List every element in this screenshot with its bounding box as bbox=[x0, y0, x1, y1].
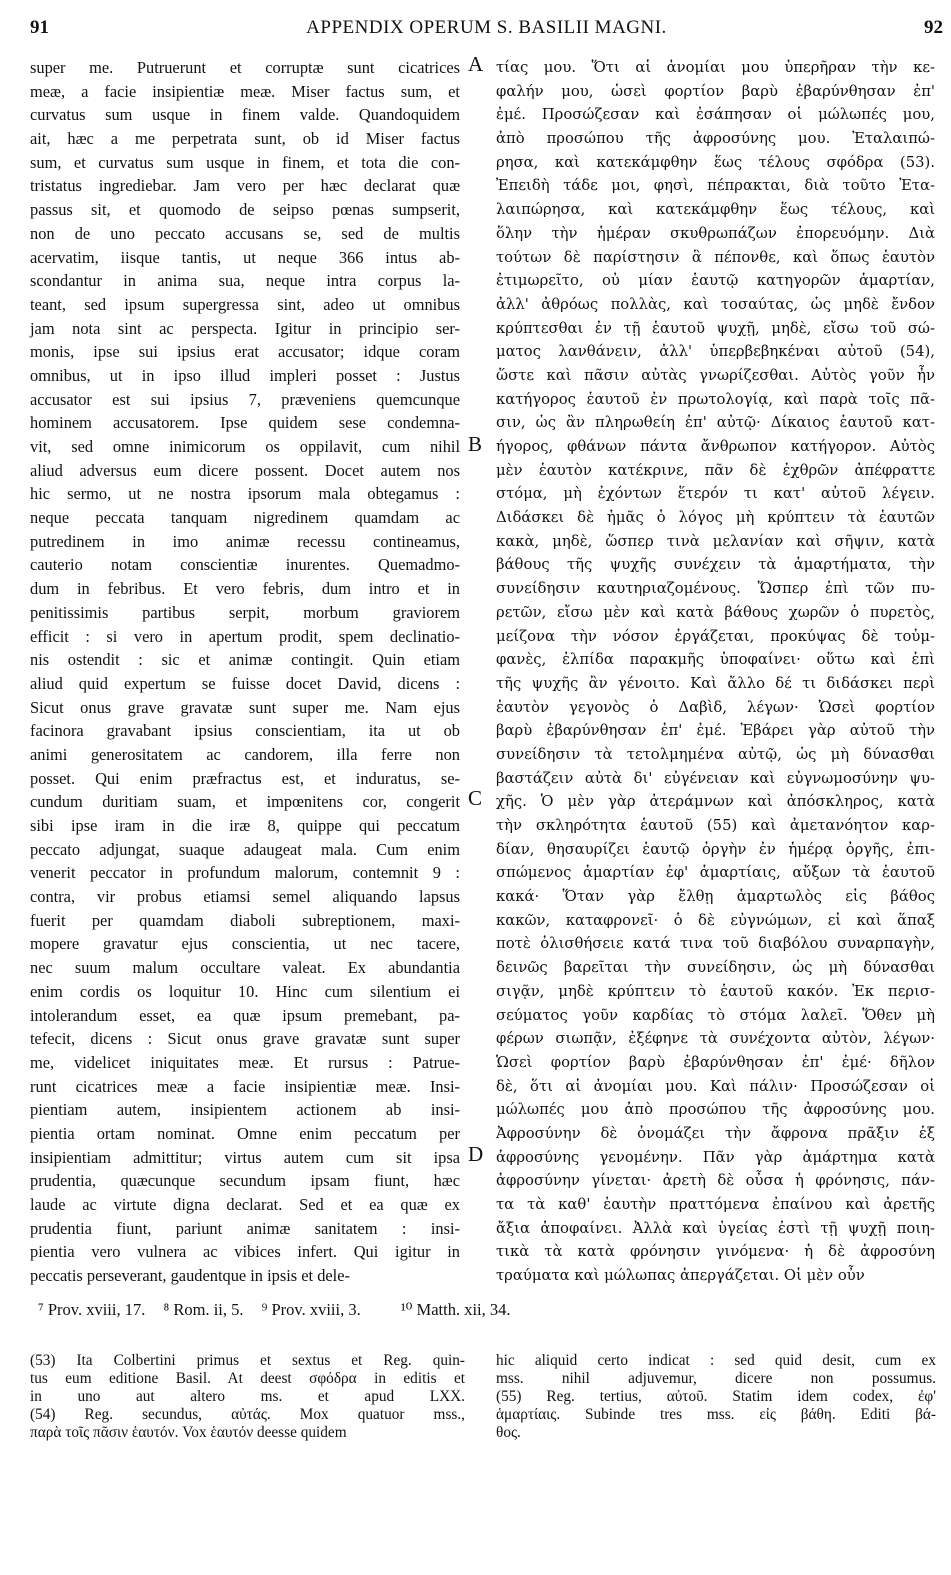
latin-text-line: intolerandum esset, ea quæ ipsum premebant, pa- bbox=[30, 1005, 460, 1025]
greek-text-line: ἐτιμωρεῖτο, οὐ μίαν ἑαυτῷ κατηγορῶν ἁμαρτίαν, bbox=[496, 272, 935, 290]
greek-text-line: μείζονα τὴν νόσον ἐργάζεται, προκύψας δὲ τοὐμ- bbox=[496, 627, 935, 645]
latin-text-line: runt cicatrices meæ a facie insipientiæ meæ. Insi- bbox=[30, 1076, 460, 1096]
latin-text-line: pientia vero vulnera ac vibices infert. Qui igitur in bbox=[30, 1242, 460, 1262]
greek-text-line: τῆς ψυχῆς ἂν γένοιτο. Καὶ ἄλλο δέ τι διδάσκει περὶ bbox=[496, 674, 935, 692]
footnote-8: ⁸ Rom. ii, 5. bbox=[163, 1300, 244, 1319]
greek-text-line: σιγᾷν, μηδὲ κρύπτειν τὸ ἑαυτοῦ κακόν. Ἐκ περισ- bbox=[496, 982, 935, 1000]
latin-text-line: venerit peccator in profundum malorum, contemnit 9 : bbox=[30, 863, 460, 883]
greek-text-line: ρετῶν, εἴσω μὲν καὶ κατὰ βάθους χωρῶν ὁ πυρετὸς, bbox=[496, 603, 935, 621]
editorial-notes-right bbox=[496, 1352, 936, 1442]
note-line: θος. bbox=[496, 1424, 521, 1441]
latin-text-line: putredinem in imo animæ recessu contineamus, bbox=[30, 531, 460, 551]
page-number-right: 92 bbox=[924, 17, 943, 38]
section-marker-a: A bbox=[468, 52, 484, 76]
note-line: mss. nihil adjuvemur, dicere non possumus. bbox=[496, 1370, 936, 1387]
latin-text-line: aliud adversus eum dicere possent. Docet autem nos bbox=[30, 460, 460, 480]
greek-text-line: τίας μου. Ὅτι αἱ ἀνομίαι μου ὑπερῆραν τὴν κε- bbox=[496, 59, 935, 76]
latin-text-line: aliud quid expertum se fuisse docet David, dicens : bbox=[30, 673, 460, 693]
greek-text-line: ποτὲ ὀλισθήσειε κατά τινα τοῦ διαβόλου συναρπαγὴν, bbox=[496, 935, 935, 953]
greek-text-line: ἀφροσύνην γίνεται· ἀρετὴ δὲ οὖσα ἡ φρόνησις, πάν- bbox=[496, 1172, 935, 1190]
greek-text-line: βαστάζειν αὐτὰ δι' εὐγένειαν καὶ εὐγνωμοσύνην ψυ- bbox=[496, 769, 935, 787]
latin-text-line: mopere gravatur ejus conscientia, ut nec tacere, bbox=[30, 934, 460, 954]
latin-text-line: efficit : si vero in apertum prodit, spem declinatio- bbox=[30, 626, 460, 646]
note-line: (54) Reg. secundus, αὐτάς. Mox quatuor mss., bbox=[30, 1406, 465, 1423]
running-header bbox=[30, 17, 943, 43]
greek-text-line: ἐμέ. Προσώζεσαν καὶ ἐσάπησαν οἱ μώλωπές μου, bbox=[496, 106, 935, 124]
page-number-left: 91 bbox=[30, 17, 49, 38]
latin-text-line: ait, hæc a me perpetrata sunt, ob id Miser factus bbox=[30, 129, 460, 149]
latin-text-line: hominem accusatorem. Ipse quidem sese condemna- bbox=[30, 413, 460, 433]
greek-text-line: τα τὰ καθ' ἑαυτὴν πραττόμενα ἐπαίνου καὶ ἀρετῆς bbox=[496, 1196, 935, 1213]
greek-text-line: κατήγορος ἑαυτοῦ ἐν πρωτολογίᾳ, καὶ παρὰ τοῖς πᾶ- bbox=[496, 390, 935, 408]
greek-text-line: δίαν, θησαυρίζει ἑαυτῷ ὀργὴν ἐν ἡμέρᾳ ὀργῆς, ἐπι- bbox=[496, 840, 935, 858]
greek-text-line: μὲν ἑαυτὸν κατέκρινε, πᾶν δὲ ἐχθρῶν ἀπέφραττε bbox=[496, 461, 935, 479]
greek-text-line: κακῶν, καταφρονεῖ· ὁ δὲ εὐγνώμων, εἰ καὶ ἅπαξ bbox=[496, 911, 935, 929]
greek-text-line: ἑαυτὸν γεγονὸς ὁ Δαβὶδ, λέγων· Ὡσεὶ φορτίον bbox=[496, 698, 935, 716]
footnote-9: ⁹ Prov. xviii, 3. bbox=[261, 1300, 361, 1319]
greek-text-line: ἄξια ἀποφαίνει. Ἀλλὰ καὶ ὑγείας ἐστὶ τῇ ψυχῇ ποιη- bbox=[496, 1219, 935, 1237]
latin-text-line: dum in febribus. Et vero febris, dum intro et in bbox=[30, 579, 460, 599]
running-title: APPENDIX OPERUM S. BASILII MAGNI. bbox=[306, 17, 667, 38]
latin-text-line: sum, et curvatus sum usque in finem, et tota die con- bbox=[30, 152, 460, 172]
latin-text-line: non de uno peccato accusans se, sed de multis bbox=[30, 223, 460, 243]
latin-text-line: tefecit, dicens : Sicut onus grave gravatæ sunt super bbox=[30, 1029, 460, 1049]
greek-text-line: κακά· Ὅταν γὰρ ἔλθῃ ἁμαρτωλὸς εἰς βάθος bbox=[496, 888, 935, 906]
latin-column bbox=[30, 56, 460, 1288]
greek-text-line: στόμα, μὴ ἐχόντων ἕτερόν τι κατ' αὐτοῦ λέγειν. bbox=[496, 485, 935, 503]
greek-text-line: μώλωπές μου ἀπὸ προσώπου τῆς ἀφροσύνης μου. bbox=[496, 1101, 935, 1119]
latin-text-line: nis ostendit : sic et animæ contingit. Quin etiam bbox=[30, 650, 460, 670]
section-marker-b: B bbox=[468, 432, 483, 456]
latin-text-line: posset. Qui enim præfractus est, et induratus, se- bbox=[30, 768, 460, 788]
latin-text-line: me, videlicet iniquitates meæ. Et rursus : Patrue- bbox=[30, 1052, 460, 1072]
latin-text-line: omnibus, ut in ipso illud impleri posset : Justus bbox=[30, 365, 460, 385]
greek-text-line: συνείδησιν τὰ τετολμημένα αὐτῷ, ὡς μὴ δύνασθαι bbox=[496, 745, 935, 763]
latin-text-line: fuerit per quamdam diaboli subreptionem, maxi- bbox=[30, 910, 460, 930]
latin-text-line: sibi ipse iram in die iræ 8, quippe qui peccatum bbox=[30, 816, 460, 835]
footnote-7: ⁷ Prov. xviii, 17. bbox=[38, 1300, 146, 1319]
latin-text-line: penitissimis partibus serpit, morbum graviorem bbox=[30, 602, 460, 622]
latin-text-line: facinora gravabant ipsius conscientiam, ita ut ob bbox=[30, 721, 460, 741]
greek-text-line: ματος λανθάνειν, ἀλλ' ὑπερβεβηκέναι αὐτοῦ (54), bbox=[496, 343, 935, 361]
greek-text-line: φανὲς, ἐλπίδα παρακμῆς ὑποφαίνει· οὕτω καὶ ἐπὶ bbox=[496, 651, 935, 669]
latin-text-line: vit, sed omne inimicorum os oppilavit, cum nihil bbox=[30, 437, 460, 456]
latin-text-line: jam nota sint ac perspecta. Igitur in principio ser- bbox=[30, 318, 460, 338]
note-line: in uno aut altero ms. et apud LXX. bbox=[30, 1388, 465, 1405]
greek-text-line: σεύματος γοῦν καρδίας τὸ στόμα λαλεῖ. Ὅθεν μὴ bbox=[496, 1006, 935, 1024]
latin-text-line: peccato adjungat, suaque adaugeat mala. Cum enim bbox=[30, 839, 460, 859]
greek-text-line: σιν, ὡς ἂν πληρωθείη ἐπ' αὐτῷ· Δίκαιος ἑαυτοῦ κατ- bbox=[496, 414, 935, 432]
greek-text-line: συνείδησιν καυτηριαζομένους. Ὥσπερ ἐπὶ τῶν πυ- bbox=[496, 580, 935, 598]
latin-text-line: tristatus ingrediebar. Jam vero per hæc declarat quæ bbox=[30, 176, 460, 196]
latin-text-line: accusator est sui ipsius 7, præveniens quemcunque bbox=[30, 389, 460, 409]
greek-text-line: Ἐπειδὴ τάδε μοι, φησὶ, πέπρακται, διὰ τοῦτο Ἐτα- bbox=[496, 177, 935, 195]
latin-text-line: monis, ipse sui ipsius erat accusator; idque coram bbox=[30, 342, 460, 362]
latin-text-line: contra, vir probus etiamsi semel aliquando lapsus bbox=[30, 887, 460, 907]
greek-text-line: Ἀφροσύνην δὲ ὀνομάζει τὴν ἄφρονα πρᾶξιν ἐξ bbox=[496, 1124, 935, 1142]
greek-text-line: Διδάσκει δὲ ἡμᾶς ὁ λόγος μὴ κρύπτειν τὰ ἑαυτῶν bbox=[496, 509, 935, 527]
greek-text-line: βάθους τῆς ψυχῆς συνέχειν τὰ ἁμαρτήματα, τὴν bbox=[496, 556, 935, 574]
latin-text-line: animi generositatem ac candorem, illa ferre non bbox=[30, 744, 460, 764]
latin-text-line: super me. Putruerunt et corruptæ sunt cicatrices bbox=[30, 58, 460, 77]
note-line: παρὰ τοῖς πᾶσιν ἑαυτόν. Vox ἑαυτόν deesse quidem bbox=[30, 1424, 347, 1441]
latin-text-line: cundum duritiam suam, et impœnitens cor, congerit bbox=[30, 792, 460, 812]
latin-text-line: hic sermo, ut ne nostra ipsorum mala obtegamus : bbox=[30, 484, 460, 504]
greek-text-line: Ὡσεὶ φορτίον βαρὺ ἐβαρύνθησαν ἐπ' ἐμέ· δῆλον bbox=[496, 1053, 935, 1071]
latin-text-line: Sicut onus grave gravatæ sunt super me. Nam ejus bbox=[30, 697, 460, 717]
latin-text-line: enim cordis os loquitur 10. Hinc cum silentium ei bbox=[30, 981, 460, 1001]
greek-text-line: ρησα, καὶ κατεκάμφθην ἕως τέλους σφόδρα (53). bbox=[496, 153, 935, 171]
greek-text-line: τὴν σκληρότητα ἑαυτοῦ (55) καὶ ἀμετανόητον καρ- bbox=[496, 817, 935, 834]
greek-text-line: τραύματα καὶ μώλωπας ἀπεργάζεται. Οἱ μὲν οὖν bbox=[496, 1267, 865, 1285]
latin-text-line: meæ, a facie insipientiæ meæ. Miser factus sum, et bbox=[30, 81, 460, 101]
greek-column bbox=[496, 56, 935, 1288]
section-marker-d: D bbox=[468, 1142, 484, 1166]
greek-text-line: δὲ, ὅτι αἱ ἀνομίαι μου. Καὶ πάλιν· Προσώζεσαν οἱ bbox=[496, 1077, 935, 1095]
note-line: ἁμαρτίαις. Subinde tres mss. εἰς βάθη. Editi βά- bbox=[496, 1406, 936, 1423]
latin-text-line: insipientiam admittitur; virtus autem cum sit ipsa bbox=[30, 1147, 460, 1167]
latin-text-line: nec suum malum occultare valeat. Ex abundantia bbox=[30, 958, 460, 978]
greek-text-line: λαιπώρησα, καὶ κατεκάμφθην ἕως τέλους, καὶ bbox=[496, 201, 935, 219]
note-line: (55) Reg. tertius, αὐτοῦ. Statim idem codex, ἐφ' bbox=[496, 1388, 936, 1405]
greek-text-line: ὅλην τὴν ἡμέραν σκυθρωπάζων ἐπορευόμην. Διὰ bbox=[496, 224, 935, 242]
greek-text-line: τικὰ τὰ κατὰ φρόνησιν γινόμενα· ἡ δὲ ἀφροσύνη bbox=[496, 1243, 935, 1261]
scripture-footnotes bbox=[38, 1300, 938, 1320]
greek-text-line: κρύπτεσθαι ἐν τῇ ἑαυτοῦ ψυχῇ, μηδὲ, εἴσω τοῦ σώ- bbox=[496, 319, 935, 337]
note-line: tus eum editione Basil. At deest σφόδρα in editis et bbox=[30, 1370, 465, 1387]
latin-text-line: peccatis perseverant, gaudentque in ipsis et dele- bbox=[30, 1266, 350, 1286]
note-line: hic aliquid certo indicat : sed quid desit, cum ex bbox=[496, 1352, 936, 1369]
section-marker-c: C bbox=[468, 786, 483, 810]
greek-text-line: βαρὺ ἐβαρύνθησαν ἐπ' ἐμέ. Ἐβάρει γὰρ αὐτοῦ τὴν bbox=[496, 722, 935, 740]
latin-text-line: laude ac virtute digna declarat. Sed et ea quæ ex bbox=[30, 1195, 460, 1214]
greek-text-line: τούτων δὲ παρίστησιν ἃ πέπονθε, καὶ ὅπως ἑαυτὸν bbox=[496, 248, 935, 266]
greek-text-line: ἀφροσύνης γενομένην. Πᾶν γὰρ ἁμάρτημα κατὰ bbox=[496, 1148, 935, 1166]
latin-text-line: passus sit, et quomodo de seipso pœnas sumpserit, bbox=[30, 200, 460, 220]
greek-text-line: δεινῶς βαρεῖται τὴν συνείδησιν, ὡς μὴ δύνασθαι bbox=[496, 959, 935, 977]
latin-text-line: curvatus sum usque in finem valde. Quandoquidem bbox=[30, 105, 460, 125]
greek-text-line: σπώμενος ἁμαρτίαν ἐφ' ἁμαρτίαις, αὔξων τὰ ἑαυτοῦ bbox=[496, 864, 935, 882]
latin-text-line: scondantur in anima sua, neque intra corpus la- bbox=[30, 271, 460, 291]
greek-text-line: ήγορος, φθάνων πάντα ἄνθρωπον κατήγορον. Αὐτὸς bbox=[496, 438, 935, 455]
editorial-notes-left bbox=[30, 1352, 465, 1442]
latin-text-line: neque peccata tanquam nigredinem quamdam ac bbox=[30, 508, 460, 528]
latin-text-line: cauterio notam conscientiæ inurentes. Quemadmo- bbox=[30, 555, 460, 575]
greek-text-line: ἀλλ' ἀθρόως πολλὰς, καὶ τοσαύτας, ὡς μηδὲ ἔνδον bbox=[496, 295, 935, 313]
greek-text-line: φέρων σιωπᾷν, ἐξέφηνε τὰ συνέχοντα αὐτὸν, λέγων· bbox=[496, 1030, 935, 1048]
greek-text-line: κακὰ, μηδὲ, ὥσπερ τινὰ μελανίαν καὶ σῆψιν, κατὰ bbox=[496, 532, 935, 550]
latin-text-line: prudentia fiunt, pariunt animæ sanitatem : insi- bbox=[30, 1218, 460, 1238]
latin-text-line: prudentia, quæcunque secundum ipsam fiunt, hæc bbox=[30, 1171, 460, 1191]
greek-text-line: χῆς. Ὁ μὲν γὰρ ἀτεράμνων καὶ ἀπόσκληρος, κατὰ bbox=[496, 793, 935, 811]
note-line: (53) Ita Colbertini primus et sextus et Reg. quin- bbox=[30, 1352, 465, 1369]
greek-text-line: ἀπὸ προσώπου τῆς ἀφροσύνης μου. Ἐταλαιπώ- bbox=[496, 130, 935, 148]
latin-text-line: acervatim, iisque tantis, ut neque 366 intus ab- bbox=[30, 247, 460, 267]
greek-text-line: φαλήν μου, ὡσεὶ φορτίον βαρὺ ἐβαρύνθησαν ἐπ' bbox=[496, 82, 935, 100]
latin-text-line: teant, sed ipsum supergressa sint, adeo ut omnibus bbox=[30, 294, 460, 314]
latin-text-line: pientiam autem, insipientem actionem ab insi- bbox=[30, 1100, 460, 1120]
latin-text-line: pientia ortam nominat. Omne enim peccatum per bbox=[30, 1123, 460, 1143]
footnote-10: ¹⁰ Matth. xii, 34. bbox=[400, 1300, 511, 1319]
greek-text-line: ὥστε καὶ πᾶσιν αὐτὰς γνωρίζεσθαι. Αὐτὸς γοῦν ἦν bbox=[496, 366, 935, 384]
